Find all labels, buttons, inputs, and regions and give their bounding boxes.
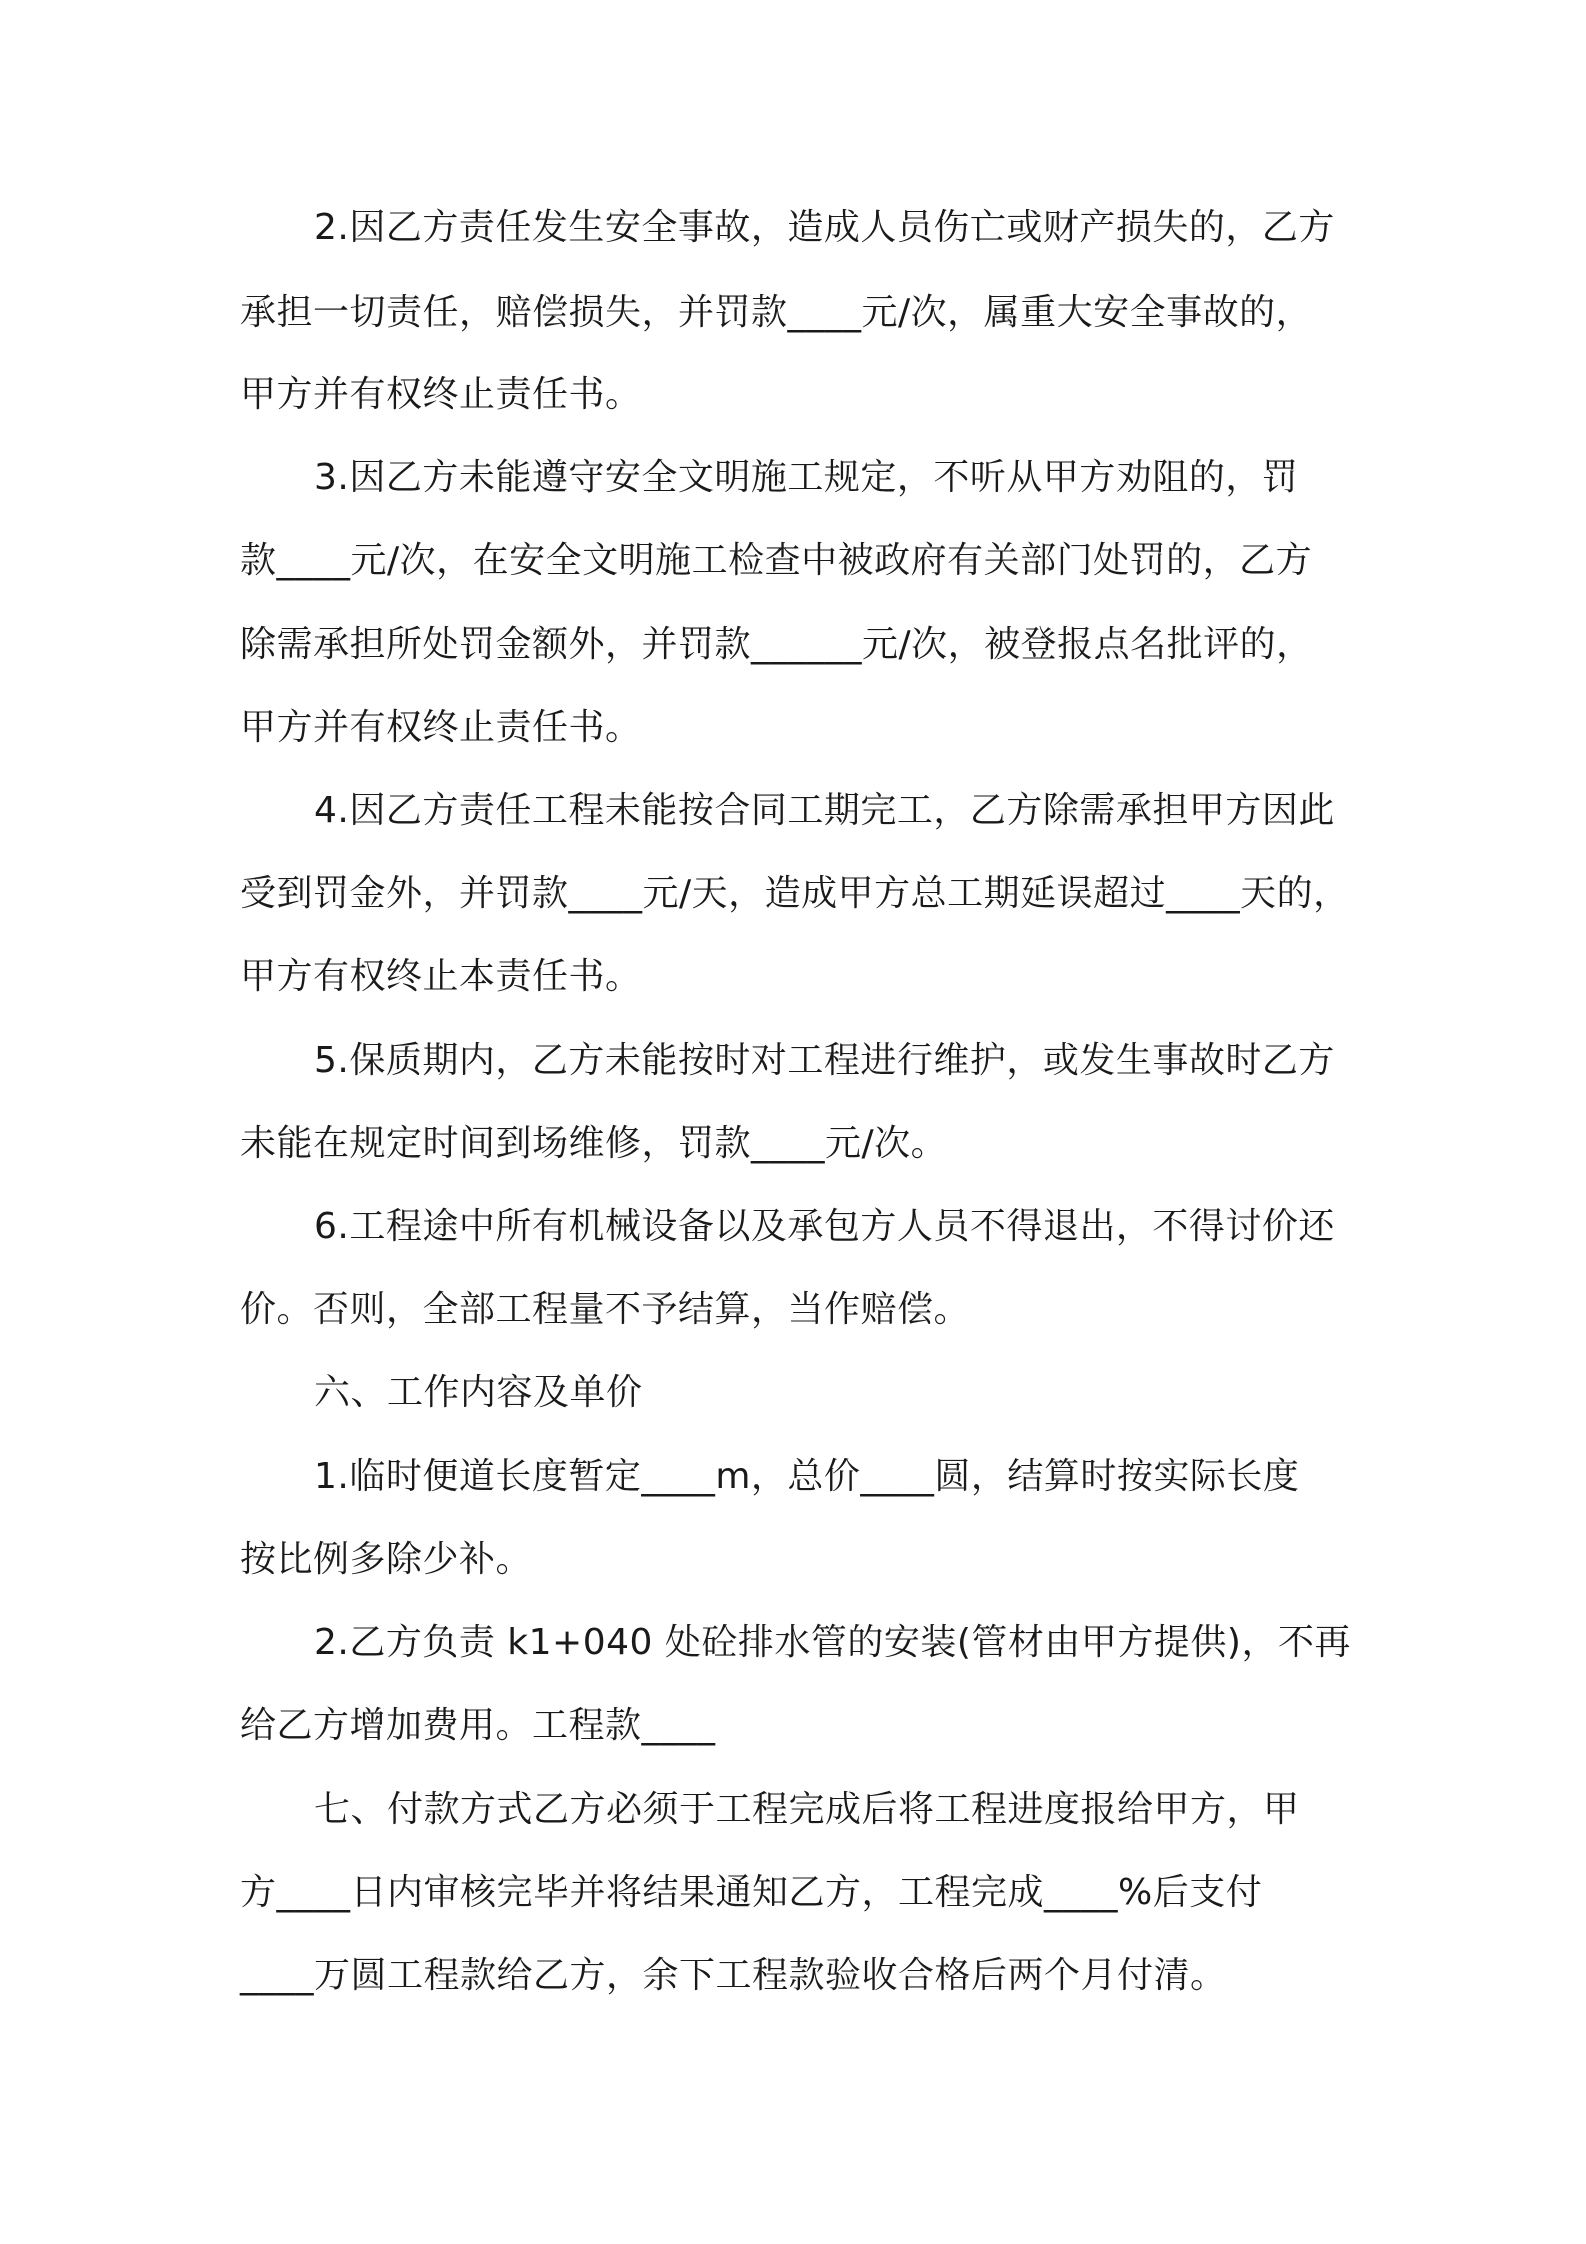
clause-4-line-3: 甲方有权终止本责任书。 xyxy=(240,956,642,997)
section-7-line-3: ____万圆工程款给乙方，余下工程款验收合格后两个月付清。 xyxy=(240,1955,1227,1996)
clause-2-line-3: 甲方并有权终止责任书。 xyxy=(240,374,642,415)
clause-6-line-1: 6.工程途中所有机械设备以及承包方人员不得退出，不得讨价还 xyxy=(314,1206,1335,1247)
clause-6-line-2: 价。否则，全部工程量不予结算，当作赔偿。 xyxy=(240,1289,971,1330)
clause-3-line-4: 甲方并有权终止责任书。 xyxy=(240,707,642,748)
clause-3-line-2: 款____元/次，在安全文明施工检查中被政府有关部门处罚的，乙方 xyxy=(240,540,1313,581)
work-item-2-line-1: 2.乙方负责 k1+040 处砼排水管的安装(管材由甲方提供)，不再 xyxy=(314,1622,1351,1663)
section-6-heading: 六、工作内容及单价 xyxy=(314,1372,643,1413)
work-item-1-line-2: 按比例多除少补。 xyxy=(240,1539,533,1580)
clause-4-line-2: 受到罚金外，并罚款____元/天，造成甲方总工期延误超过____天的， xyxy=(240,873,1350,914)
work-item-2-line-2: 给乙方增加费用。工程款____ xyxy=(240,1705,716,1746)
clause-2-line-2: 承担一切责任，赔偿损失，并罚款____元/次，属重大安全事故的， xyxy=(240,292,1313,333)
work-item-1-line-1: 1.临时便道长度暂定____m，总价____圆，结算时按实际长度 xyxy=(314,1456,1300,1497)
section-7-line-1: 七、付款方式乙方必须于工程完成后将工程进度报给甲方，甲 xyxy=(314,1789,1300,1830)
clause-5-line-2: 未能在规定时间到场维修，罚款____元/次。 xyxy=(240,1123,948,1164)
clause-2-line-1: 2.因乙方责任发生安全事故，造成人员伤亡或财产损失的，乙方 xyxy=(314,207,1335,248)
clause-4-line-1: 4.因乙方责任工程未能按合同工期完工，乙方除需承担甲方因此 xyxy=(314,790,1335,831)
clause-3-line-1: 3.因乙方未能遵守安全文明施工规定，不听从甲方劝阻的，罚 xyxy=(314,457,1299,498)
clause-3-line-3: 除需承担所处罚金额外，并罚款______元/次，被登报点名批评的， xyxy=(240,624,1313,665)
clause-5-line-1: 5.保质期内，乙方未能按时对工程进行维护，或发生事故时乙方 xyxy=(314,1040,1335,1081)
section-7-line-2: 方____日内审核完毕并将结果通知乙方，工程完成____%后支付 xyxy=(240,1872,1263,1913)
